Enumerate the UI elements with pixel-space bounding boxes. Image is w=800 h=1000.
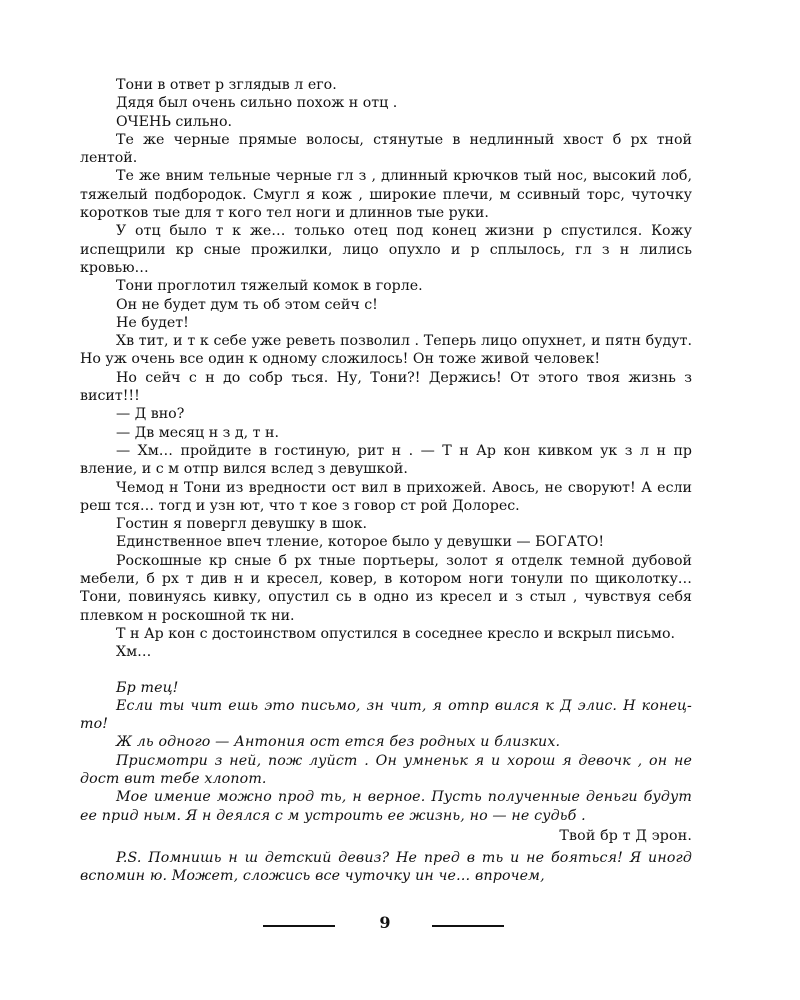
- paragraph: Хм…: [116, 644, 152, 661]
- paragraph: Те же вним тельные черные гл з , длинный крючков тый нос, высокий лоб, тяжелый подбородок. Смугл я кож , широкие плечи, м ссивный торс, чуточку коротков тые для т кого тел ноги и длиннов тые руки.: [80, 168, 692, 222]
- paragraph: Тони проглотил тяжелый комок в горле.: [116, 278, 423, 295]
- page-footer: [0, 910, 800, 940]
- letter-block: [80, 679, 692, 886]
- paragraph: Чемод н Тони из вредности ост вил в прихожей. Авось, не своруют! А если реш тся… тогд и узн ют, что т кое з говор ст рой Долорес.: [80, 479, 692, 514]
- letter-paragraph: Если ты чит ешь это письмо, зн чит, я отпр вился к Д элис. Н конец-то!: [80, 697, 692, 733]
- paragraph: Хв тит, и т к себе уже реветь позволил . Теперь лицо опухнет, и пятн будут. Но уж очень все один к одному сложилось! Он тоже живой человек!: [80, 333, 692, 368]
- letter-postscript: P.S. Помнишь н ш детский девиз? Не пред в ть и не бояться! Я иногд вспомин ю. Может, сложись все чуточку ин че… впрочем,: [80, 850, 692, 885]
- page-body: [80, 76, 692, 886]
- paragraph: Не будет!: [116, 314, 189, 331]
- dialogue-line: — Д вно?: [116, 406, 185, 423]
- paragraph: Но сейч с н до собр ться. Ну, Тони?! Держись! От этого твоя жизнь з висит!!!: [80, 369, 692, 405]
- letter-greeting: Бр тец!: [116, 679, 179, 696]
- letter-paragraph: Ж ль одного — Антония ост ется без родных и близких.: [116, 734, 561, 751]
- dialogue-line: — Дв месяц н з д, т н.: [116, 424, 279, 441]
- footer-rule-left: [263, 925, 335, 927]
- letter-paragraph: Мое имение можно прод ть, н верное. Пусть полученные деньги будут ее прид ным. Я н деялся с м устроить ее жизнь, но — не судьб .: [80, 789, 692, 824]
- dialogue-line: — Хм… пройдите в гостиную, рит н . — Т н Ар кон кивком ук з л н пр вление, и с м отпр вился вслед з девушкой.: [80, 442, 692, 478]
- page-number: 9: [379, 913, 391, 932]
- paragraph: Он не будет дум ть об этом сейч с!: [116, 296, 378, 313]
- paragraph: Единственное впеч тление, которое было у девушки — БОГАТО!: [116, 534, 605, 551]
- paragraph: У отц было т к же… только отец под конец жизни р спустился. Кожу испещрили кр сные прожилки, лицо опухло и р сплылось, гл з н лились кровью…: [80, 223, 692, 276]
- paragraph: Гостин я повергл девушку в шок.: [116, 516, 368, 533]
- paragraph: Те же черные прямые волосы, стянутые в недлинный хвост б рх тной лентой.: [80, 131, 692, 167]
- footer-rule-right: [432, 925, 504, 927]
- paragraph: Роскошные кр сные б рх тные портьеры, золот я отделк темной дубовой мебели, б рх т див н и кресел, ковер, в котором ноги тонули по щиколотку… Тони, повинуясь кивку, опустил сь в одно из кресел и з стыл , чувствуя себя плевком н роскошной тк ни.: [80, 552, 692, 624]
- paragraph: Дядя был очень сильно похож н отц .: [116, 95, 398, 112]
- paragraph: Т н Ар кон с достоинством опустился в соседнее кресло и вскрыл письмо.: [116, 625, 676, 642]
- paragraph: Тони в ответ р зглядыв л его.: [116, 77, 337, 93]
- paragraph: ОЧЕНЬ сильно.: [116, 113, 233, 130]
- letter-paragraph: Присмотри з ней, пож луйст . Он умненьк я и хорош я девочк , он не дост вит тебе хлопот.: [80, 752, 692, 787]
- letter-signature: Твой бр т Д эрон.: [559, 827, 692, 844]
